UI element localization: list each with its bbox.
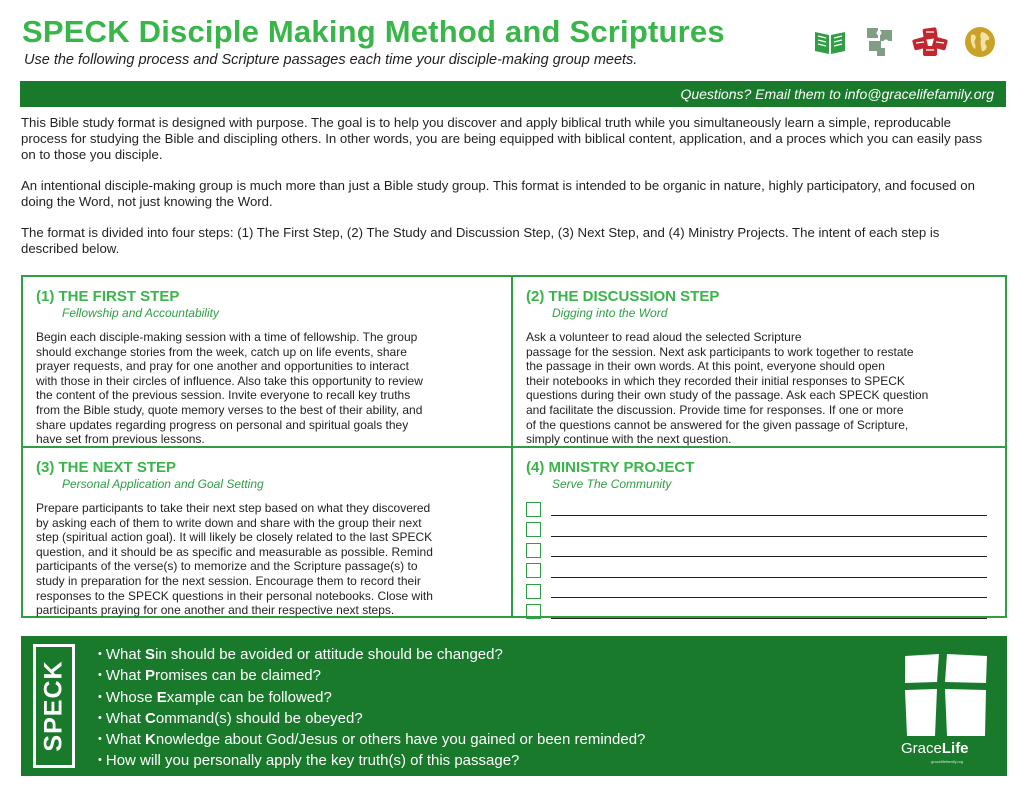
- first-step-subtitle: Fellowship and Accountability: [62, 306, 219, 320]
- ministry-checklist: [526, 499, 995, 622]
- body-line: prayer requests, and pray for one another and opportunities to interact: [36, 359, 409, 374]
- question-text: What: [105, 646, 146, 663]
- body-line: share updates regarding progress on personal and spiritual goals they: [36, 417, 409, 432]
- body-line: the passage in their own words. At this point, everyone should open: [526, 359, 885, 374]
- contact-bar: [20, 81, 1006, 107]
- speck-question: [98, 709, 645, 730]
- question-text: What: [105, 731, 146, 749]
- body-line: participants praying for one another and their respective next steps.: [36, 603, 395, 618]
- discussion-step-title: (2) THE DISCUSSION STEP: [526, 288, 720, 305]
- page-title: SPECK Disciple Making Method and Scriptures: [22, 14, 725, 49]
- body-line: Ask a volunteer to read aloud the selected Scripture: [526, 330, 802, 344]
- checkbox[interactable]: [526, 604, 541, 619]
- discussion-step-subtitle: Digging into the Word: [552, 306, 668, 320]
- body-line: responses to the SPECK questions in their personal notebooks. Close with: [36, 588, 433, 603]
- write-in-line[interactable]: [551, 506, 987, 516]
- globe-icon: [962, 24, 998, 60]
- checkbox[interactable]: [526, 563, 541, 578]
- discussion-step-panel: [513, 277, 1007, 448]
- intro-paragraph: An intentional disciple-making group is much more than just a Bible study group. This format is intended to be organic in nature, highly participatory, and focused on doing the Word, not just knowing the Word.: [21, 178, 975, 209]
- speck-letter: S: [145, 646, 156, 663]
- speck-panel: [21, 636, 1007, 776]
- ministry-project-title: (4) MINISTRY PROJECT: [526, 459, 695, 476]
- first-step-body: [36, 330, 499, 447]
- first-step-title: (1) THE FIRST STEP: [36, 288, 180, 305]
- question-text: Whose: [105, 688, 157, 706]
- body-line: of the questions cannot be answered for the given passage of Scripture,: [526, 417, 909, 432]
- question-text: xample can be followed?: [166, 688, 332, 706]
- body-line: questions during their own study of the passage. Ask each SPECK question: [526, 388, 929, 403]
- page-subtitle: Use the following process and Scripture passages each time your disciple-making group meets.: [24, 52, 638, 68]
- speck-letter: C: [145, 709, 156, 727]
- checklist-row: [526, 581, 995, 602]
- intro-paragraph: The format is divided into four steps: (1) The First Step, (2) The Study and Discussion Step, (3) Next Step, and (4) Ministry Projects. The intent of each step is described below.: [21, 225, 940, 256]
- question-text: in should be avoided or attitude should be changed?: [155, 646, 503, 663]
- body-line: step (spiritual action goal). It will likely be closely related to the last SPECK: [36, 530, 433, 545]
- logo-name-light: Grace: [901, 740, 942, 757]
- speck-letter: E: [156, 688, 167, 706]
- checklist-row: [526, 540, 995, 561]
- cross-logo-icon: [901, 652, 989, 738]
- ministry-project-subtitle: Serve The Community: [552, 477, 672, 491]
- question-text: How will you personally apply the key truth(s) of this passage?: [105, 752, 520, 770]
- checklist-row: [526, 520, 995, 541]
- write-in-line[interactable]: [551, 547, 987, 557]
- ministry-project-panel: [513, 448, 1007, 618]
- speck-questions: [98, 645, 645, 773]
- body-line: have set from previous lessons.: [36, 432, 205, 447]
- body-line: Begin each disciple-making session with a time of fellowship. The group: [36, 330, 418, 344]
- checklist-row: [526, 602, 995, 623]
- next-step-panel: [23, 448, 513, 618]
- question-text: What: [105, 667, 146, 685]
- body-line: should exchange stories from the week, catch up on life events, share: [36, 344, 407, 359]
- body-line: and facilitate the discussion. Provide time for responses. If one or more: [526, 402, 904, 417]
- speck-question: [98, 688, 645, 709]
- speck-question: [98, 666, 645, 687]
- checklist-row: [526, 499, 995, 520]
- question-text: ommand(s) should be obeyed?: [155, 709, 363, 727]
- body-line: study in preparation for the next session. Encourage them to record their: [36, 573, 421, 588]
- write-in-line[interactable]: [551, 527, 987, 537]
- write-in-line[interactable]: [551, 568, 987, 578]
- gracelife-logo: [901, 652, 989, 768]
- checkbox[interactable]: [526, 502, 541, 517]
- puzzle-pieces-icon: [862, 24, 898, 60]
- speck-label-box: [33, 644, 75, 768]
- intro-section: [21, 115, 996, 272]
- checkbox[interactable]: [526, 543, 541, 558]
- open-bible-icon: [812, 24, 848, 60]
- body-line: from the Bible study, quote memory verses to the best of their ability, and: [36, 402, 423, 417]
- next-step-title: (3) THE NEXT STEP: [36, 459, 177, 476]
- speck-letter: K: [145, 731, 156, 749]
- intro-paragraph: This Bible study format is designed with purpose. The goal is to help you discover and apply biblical truth while you simultaneously learn a simple, reproducable process for studying the Bible and discipling others. In other words, you are being equipped with biblical content, application, and a proces which you can easily pass on to those you disciple.: [21, 115, 983, 162]
- question-text: nowledge about God/Jesus or others have you gained or been reminded?: [155, 731, 646, 749]
- checkbox[interactable]: [526, 584, 541, 599]
- logo-name-bold: Life: [941, 740, 969, 757]
- body-line: the content of the previous session. Invite everyone to recall key truths: [36, 388, 411, 403]
- body-line: passage for the session. Next ask participants to work together to restate: [526, 344, 914, 359]
- logo-tagline: gracelifefamily.org: [931, 759, 964, 764]
- write-in-line[interactable]: [551, 588, 987, 598]
- contact-email-text[interactable]: Questions? Email them to info@gracelifefamily.org: [680, 86, 994, 102]
- body-line: simply continue with the next question.: [526, 432, 732, 447]
- logo-wordmark: [901, 740, 993, 757]
- question-text: What: [105, 709, 146, 727]
- first-step-panel: [23, 277, 513, 448]
- body-line: their notebooks in which they recorded their initial responses to SPECK: [526, 373, 905, 388]
- speck-letter: P: [145, 667, 156, 685]
- body-line: question, and it should be as specific and measurable as possible. Remind: [36, 544, 433, 559]
- body-line: participants of the verse(s) to memorize and the Scripture passage(s) to: [36, 559, 418, 574]
- speck-question: [98, 645, 645, 666]
- checkbox[interactable]: [526, 522, 541, 537]
- next-step-subtitle: Personal Application and Goal Setting: [62, 477, 264, 491]
- write-in-line[interactable]: [551, 609, 987, 619]
- header-icons: [812, 24, 998, 60]
- question-text: romises can be claimed?: [155, 667, 321, 685]
- next-step-body: [36, 501, 499, 618]
- speck-label: SPECK: [39, 660, 68, 752]
- body-line: by asking each of them to write down and share with the group their next: [36, 515, 422, 530]
- checklist-row: [526, 561, 995, 582]
- body-line: Prepare participants to take their next step based on what they discovered: [36, 501, 431, 515]
- speck-question: [98, 751, 645, 772]
- body-line: with those in their circles of influence. Also take this opportunity to review: [36, 373, 423, 388]
- hands-cluster-icon: [912, 24, 948, 60]
- discussion-step-body: [526, 330, 995, 447]
- speck-question: [98, 730, 645, 751]
- steps-grid: [21, 275, 1007, 618]
